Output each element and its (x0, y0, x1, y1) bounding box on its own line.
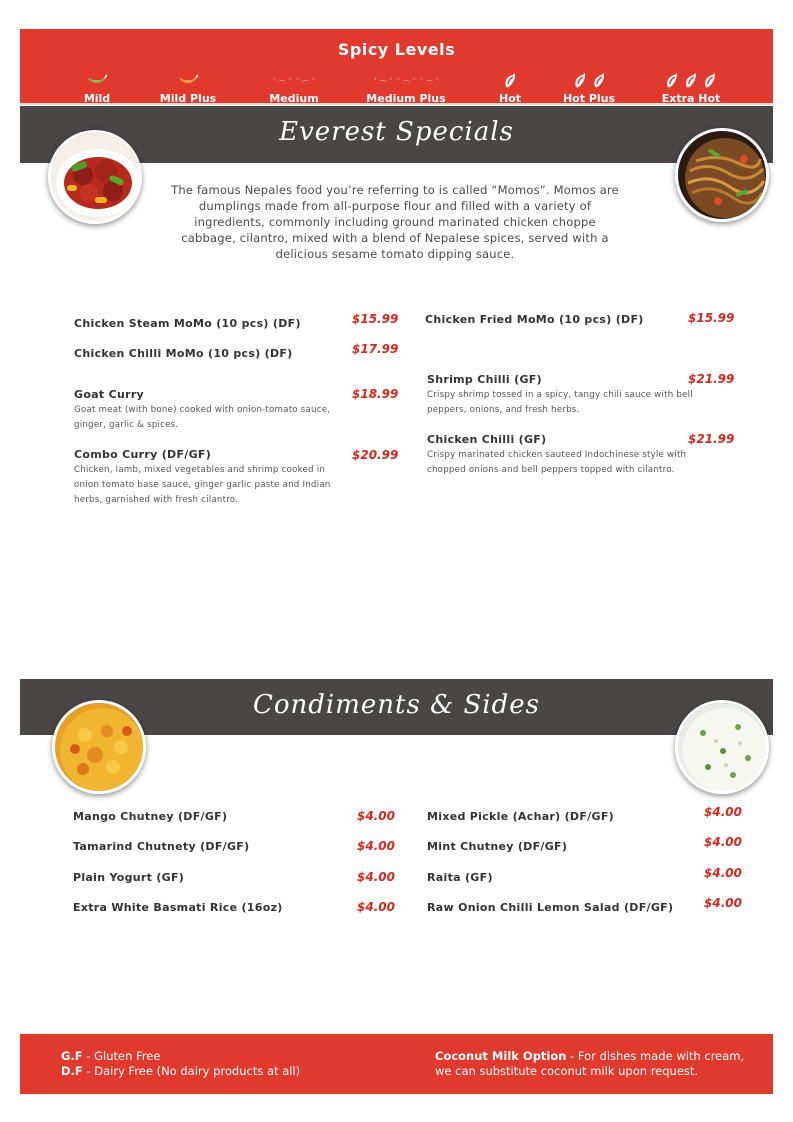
chili-hot-icon (571, 71, 589, 93)
side-item-name: Plain Yogurt (GF) (73, 871, 185, 884)
basmati-rice-photo (675, 700, 769, 794)
chili-hot-icon (701, 71, 719, 93)
spicy-levels-title: Spicy Levels (337, 40, 456, 59)
side-item-name: Raita (GF) (427, 871, 493, 884)
momos-intro-text: The famous Nepales food you’re referring to is called “Momos”. Momos are dumplings made from all-purpose flour and filled with a variety of ingredients, commonly including ground marinated chicken choppe cabbage, cilantro, mixed with a blend of Nepalese spices, served with a delicious sesame tomato dipping sauce. (171, 183, 619, 261)
menu-item-price: $18.99 (352, 387, 399, 401)
menu-item-description: Crispy shrimp tossed in a spicy, tangy chili sauce with bell peppers, onions, and fresh herbs. (427, 390, 693, 415)
side-item-price: $4.00 (357, 809, 395, 823)
menu-item-price: $21.99 (688, 372, 735, 386)
chili-mild-icon (372, 73, 394, 92)
spicy-level-mild (84, 73, 110, 105)
spicy-level-medium (269, 73, 318, 105)
coconut-milk-note (435, 1049, 757, 1079)
spicy-level-hot (499, 73, 521, 105)
mango-chutney-photo (52, 700, 146, 794)
menu-item-price: $15.99 (352, 312, 399, 326)
spicy-level-label: Hot Plus (562, 92, 616, 105)
gf-abbreviation: G.F (61, 1049, 83, 1063)
chili-mild-icon (177, 73, 199, 92)
side-item-price: $4.00 (704, 866, 742, 880)
chili-hot-icon (501, 71, 519, 93)
chili-hot-icon (682, 71, 700, 93)
chili-hot-icon (590, 71, 608, 93)
chili-mild-icon (86, 73, 108, 92)
side-item-name: Mixed Pickle (Achar) (DF/GF) (427, 810, 614, 823)
menu-item-price: $20.99 (352, 448, 399, 462)
chili-mild-icon (418, 73, 440, 92)
menu-item-price: $17.99 (352, 342, 399, 356)
chili-mild-icon (271, 73, 293, 92)
menu-item-description: Goat meat (with bone) cooked with onion-tomato sauce, ginger, garlic & spices. (74, 405, 331, 430)
spicy-level-label: Hot (498, 92, 522, 105)
side-item-price: $4.00 (357, 900, 395, 914)
side-item-name: Tamarind Chutnety (DF/GF) (73, 840, 250, 853)
side-item-price: $4.00 (357, 839, 395, 853)
menu-item-name: Chicken Fried MoMo (10 pcs) (DF) (425, 313, 644, 326)
spicy-levels-banner (20, 29, 773, 105)
menu-item-price: $15.99 (688, 311, 735, 325)
menu-item-name: Goat Curry (74, 388, 145, 401)
sides-title: Condiments & Sides (252, 690, 540, 720)
menu-item-description: Crispy marinated chicken sauteed Indochinese style with chopped onions and bell peppers topped with cilantro. (427, 450, 687, 475)
menu-item-price: $21.99 (688, 432, 735, 446)
spicy-level-label: Medium (269, 92, 319, 105)
dietary-legend-footer (20, 1034, 773, 1094)
specials-title: Everest Specials (279, 117, 514, 147)
df-definition: - Dairy Free (No dairy products at all) (82, 1064, 301, 1078)
df-abbreviation: D.F (61, 1064, 83, 1078)
menu-item-name: Chicken Chilli MoMo (10 pcs) (DF) (74, 347, 293, 360)
side-item-price: $4.00 (704, 835, 742, 849)
gf-definition: - Gluten Free (82, 1049, 161, 1063)
chili-mild-icon (395, 73, 417, 92)
spicy-level-label: Mild (83, 92, 111, 105)
spicy-level-extra-hot (662, 73, 721, 105)
spicy-level-hot-plus (563, 73, 615, 105)
spicy-level-mild-plus (160, 73, 216, 105)
chili-hot-icon (663, 71, 681, 93)
side-item-price: $4.00 (704, 805, 742, 819)
coconut-milk-title: Coconut Milk Option (435, 1049, 567, 1063)
noodles-photo (675, 128, 769, 222)
spicy-level-label: Extra Hot (661, 92, 721, 105)
side-item-name: Mint Chutney (DF/GF) (427, 840, 568, 853)
menu-item-name: Combo Curry (DF/GF) (74, 448, 212, 461)
menu-item-description: Chicken, lamb, mixed vegetables and shrimp cooked in onion tomato base sauce, ginger garlic paste and Indian herbs, garnished with fresh cilantro. (74, 465, 331, 505)
chili-mild-icon (294, 73, 316, 92)
chilli-chicken-photo (48, 130, 142, 224)
side-item-name: Mango Chutney (DF/GF) (73, 810, 228, 823)
spicy-level-label: Mild Plus (159, 92, 217, 105)
dietary-abbreviations (61, 1049, 391, 1079)
menu-item-name: Shrimp Chilli (GF) (427, 373, 542, 386)
menu-item-name: Chicken Steam MoMo (10 pcs) (DF) (74, 317, 301, 330)
menu-item-name: Chicken Chilli (GF) (427, 433, 547, 446)
side-item-price: $4.00 (704, 896, 742, 910)
coconut-milk-text: - For dishes made with cream, we can substitute coconut milk upon request. (435, 1049, 745, 1078)
side-item-name: Raw Onion Chilli Lemon Salad (DF/GF) (427, 901, 674, 914)
side-item-price: $4.00 (357, 870, 395, 884)
spicy-level-label: Medium Plus (366, 92, 446, 105)
side-item-name: Extra White Basmati Rice (16oz) (73, 901, 283, 914)
spicy-level-medium-plus (366, 73, 445, 105)
